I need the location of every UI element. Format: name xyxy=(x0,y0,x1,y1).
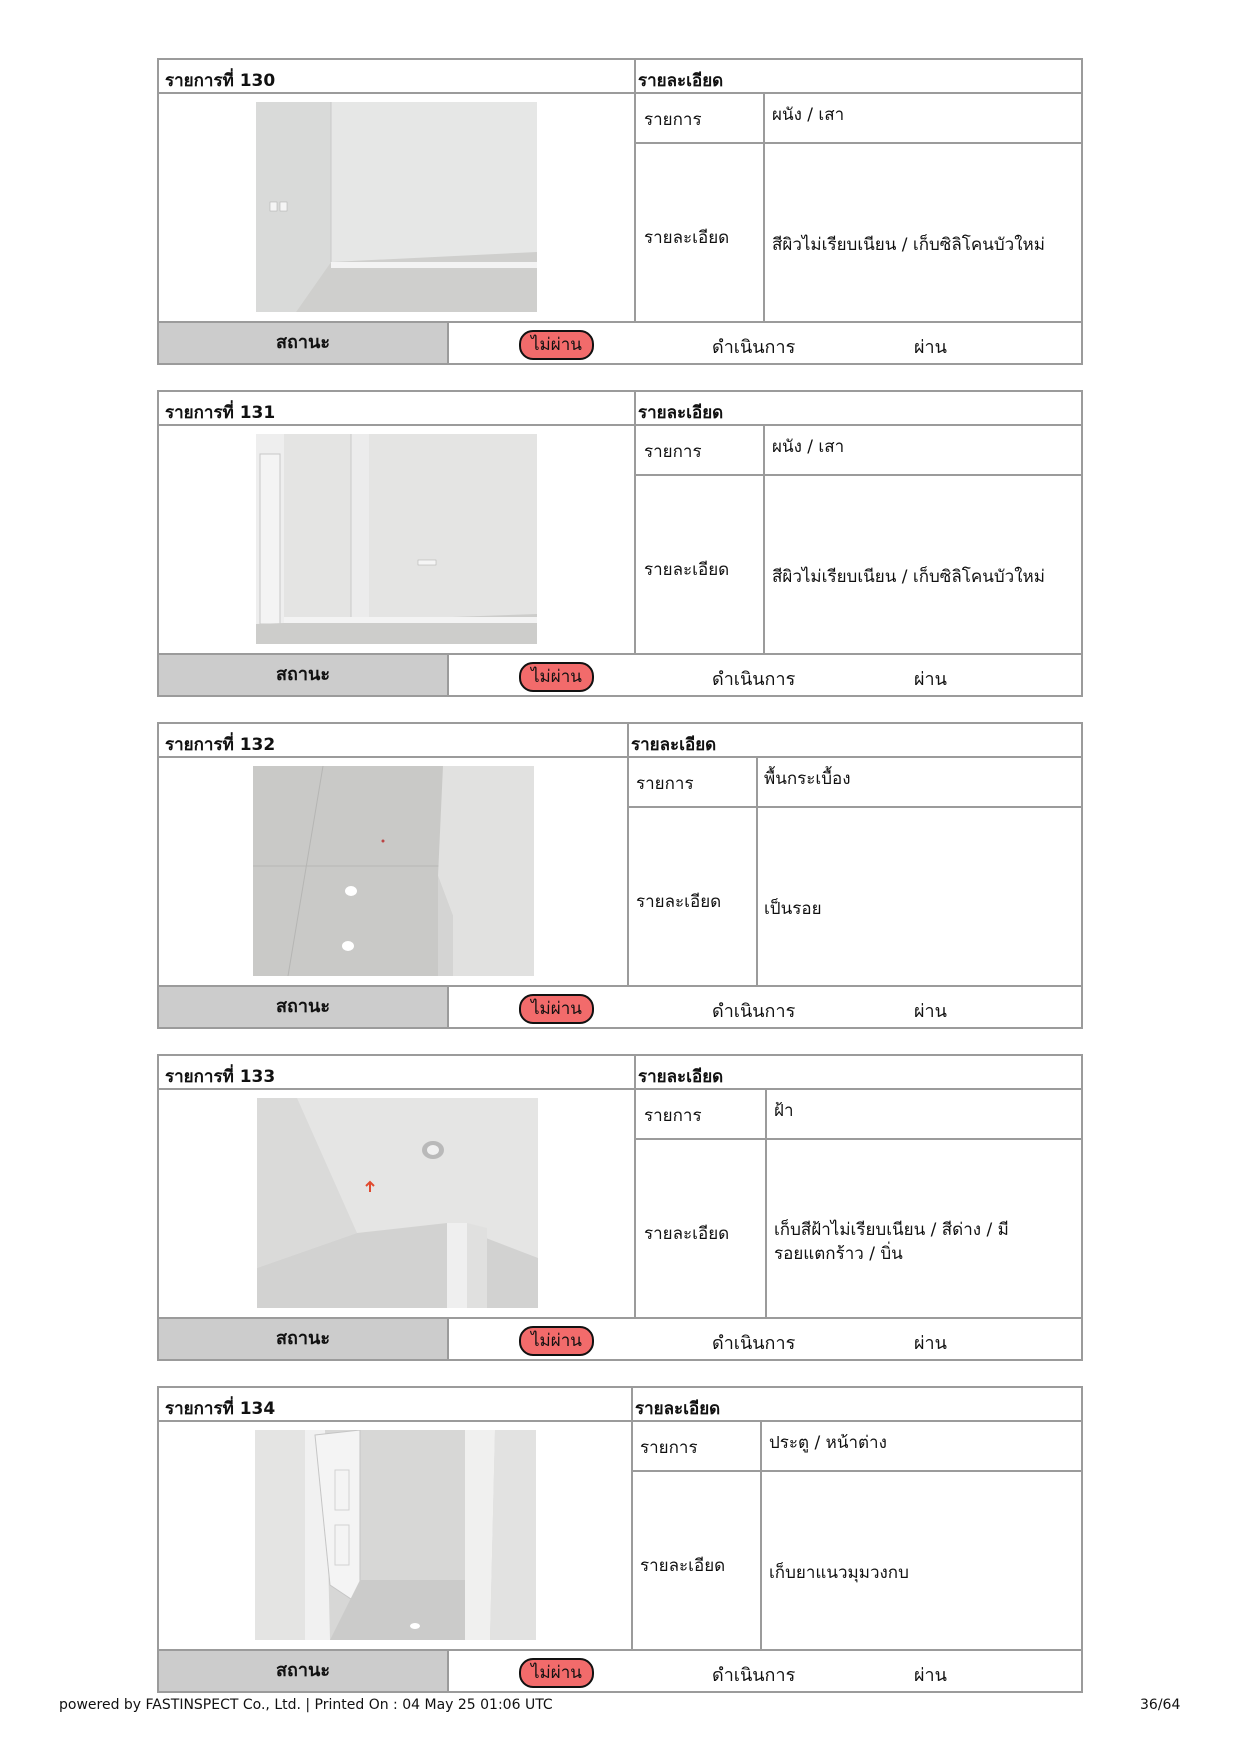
item-label: รายการ xyxy=(644,442,702,462)
status-in-progress: ดำเนินการ xyxy=(712,669,796,690)
inspection-item-card xyxy=(157,390,1083,697)
detail-header: รายละเอียด xyxy=(631,735,717,755)
status-fail-badge: ไม่ผ่าน xyxy=(519,1658,594,1688)
item-category: ฝ้า xyxy=(774,1101,794,1121)
item-label: รายการ xyxy=(636,774,694,794)
item-photo xyxy=(256,434,537,644)
item-detail: เก็บยาแนวมุมวงกบ xyxy=(769,1563,909,1583)
inspection-item-card xyxy=(157,1054,1083,1361)
status-pass: ผ่าน xyxy=(914,1665,947,1686)
status-in-progress: ดำเนินการ xyxy=(712,1665,796,1686)
detail-header: รายละเอียด xyxy=(638,71,724,91)
item-photo xyxy=(256,102,537,312)
status-row xyxy=(159,321,1081,363)
page-number: 36/64 xyxy=(1140,1697,1181,1713)
footer-printed-info: powered by FASTINSPECT Co., Ltd. | Printed On : 04 May 25 01:06 UTC xyxy=(59,1697,553,1713)
status-in-progress: ดำเนินการ xyxy=(712,337,796,358)
status-fail-badge: ไม่ผ่าน xyxy=(519,1326,594,1356)
card-header xyxy=(159,392,1081,426)
card-header xyxy=(159,1388,1081,1422)
item-label: รายการ xyxy=(644,110,702,130)
item-detail: เก็บสีฝ้าไม่เรียบเนียน / สีด่าง / มีรอยแตกร้าว / บิ่น xyxy=(774,1220,1009,1264)
detail-label: รายละเอียด xyxy=(644,1224,730,1244)
item-category: พื้นกระเบื้อง xyxy=(764,769,851,789)
status-label: สถานะ xyxy=(159,323,449,363)
detail-label: รายละเอียด xyxy=(644,560,730,580)
inspection-item-card xyxy=(157,722,1083,1029)
status-row xyxy=(159,653,1081,695)
item-title: รายการที่ 130 xyxy=(165,71,276,91)
item-category: ประตู / หน้าต่าง xyxy=(769,1433,887,1453)
item-detail: สีผิวไม่เรียบเนียน / เก็บซิลิโคนบัวใหม่ xyxy=(772,567,1045,587)
status-label: สถานะ xyxy=(159,1319,449,1359)
status-row xyxy=(159,1317,1081,1359)
item-category: ผนัง / เสา xyxy=(772,105,845,125)
status-in-progress: ดำเนินการ xyxy=(712,1333,796,1354)
detail-header: รายละเอียด xyxy=(635,1399,721,1419)
status-pass: ผ่าน xyxy=(914,1333,947,1354)
status-fail-badge: ไม่ผ่าน xyxy=(519,994,594,1024)
card-header xyxy=(159,60,1081,94)
item-title: รายการที่ 132 xyxy=(165,735,276,755)
status-pass: ผ่าน xyxy=(914,1001,947,1022)
card-header xyxy=(159,1056,1081,1090)
item-title: รายการที่ 131 xyxy=(165,403,276,423)
detail-label: รายละเอียด xyxy=(644,228,730,248)
status-row xyxy=(159,985,1081,1027)
status-fail-badge: ไม่ผ่าน xyxy=(519,662,594,692)
status-label: สถานะ xyxy=(159,655,449,695)
item-category: ผนัง / เสา xyxy=(772,437,845,457)
detail-label: รายละเอียด xyxy=(640,1556,726,1576)
item-photo xyxy=(257,1098,538,1308)
item-detail: สีผิวไม่เรียบเนียน / เก็บซิลิโคนบัวใหม่ xyxy=(772,235,1045,255)
status-fail-badge: ไม่ผ่าน xyxy=(519,330,594,360)
inspection-item-card xyxy=(157,1386,1083,1693)
item-title: รายการที่ 134 xyxy=(165,1399,276,1419)
status-label: สถานะ xyxy=(159,1651,449,1691)
status-row xyxy=(159,1649,1081,1691)
detail-header: รายละเอียด xyxy=(638,403,724,423)
status-pass: ผ่าน xyxy=(914,669,947,690)
item-title: รายการที่ 133 xyxy=(165,1067,276,1087)
item-photo xyxy=(253,766,534,976)
item-label: รายการ xyxy=(644,1106,702,1126)
card-header xyxy=(159,724,1081,758)
detail-label: รายละเอียด xyxy=(636,892,722,912)
inspection-item-card xyxy=(157,58,1083,365)
status-label: สถานะ xyxy=(159,987,449,1027)
detail-header: รายละเอียด xyxy=(638,1067,724,1087)
item-photo xyxy=(255,1430,536,1640)
item-label: รายการ xyxy=(640,1438,698,1458)
status-in-progress: ดำเนินการ xyxy=(712,1001,796,1022)
status-pass: ผ่าน xyxy=(914,337,947,358)
item-detail: เป็นรอย xyxy=(764,899,822,919)
